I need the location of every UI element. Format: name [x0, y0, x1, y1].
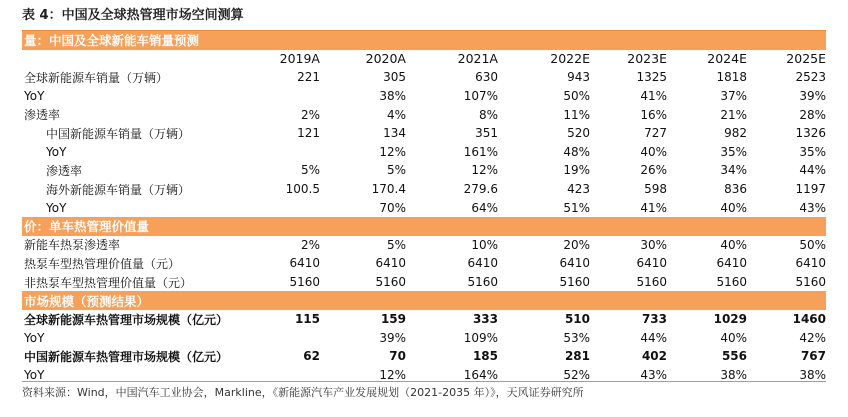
- table-cell: 62: [303, 349, 320, 364]
- row-label: 渗透率: [46, 163, 83, 178]
- row-label: 非热泵车型热管理价值量（元）: [24, 275, 193, 290]
- table-row: [22, 236, 826, 255]
- row-label: YoY: [24, 330, 45, 345]
- table-cell: 4%: [386, 107, 406, 122]
- row-label: 热泵车型热管理价值量（元）: [24, 256, 181, 271]
- table-cell: 70: [389, 349, 406, 364]
- table-row: [22, 143, 826, 162]
- table-row: [22, 161, 826, 180]
- table-row: [22, 124, 826, 143]
- column-header: 2019A: [279, 51, 320, 67]
- column-header: 2024E: [707, 51, 747, 67]
- table-cell: 6410: [375, 256, 406, 271]
- table-cell: 161%: [463, 144, 498, 159]
- table-cell: 51%: [563, 200, 590, 215]
- row-label: 全球新能源车热管理市场规模（亿元）: [24, 312, 229, 327]
- table-cell: 6410: [289, 256, 320, 271]
- table-cell: 30%: [640, 237, 667, 252]
- table-cell: 630: [475, 70, 498, 85]
- table-cell: 164%: [463, 367, 498, 382]
- table-body: [22, 31, 826, 384]
- table-cell: 221: [297, 70, 320, 85]
- row-label: 海外新能源车销量（万辆）: [46, 182, 191, 197]
- row-label: YoY: [46, 200, 67, 215]
- table-cell: 305: [383, 70, 406, 85]
- table-cell: 43%: [640, 367, 667, 382]
- table-cell: [256, 143, 320, 162]
- table-cell: 38%: [799, 367, 827, 382]
- table-cell: 1326: [795, 126, 827, 141]
- table-cell: 727: [644, 126, 667, 141]
- table-cell: 39%: [799, 89, 827, 104]
- table-row: [22, 180, 826, 199]
- column-header: 2023E: [627, 51, 667, 67]
- column-header: 2021A: [457, 51, 498, 67]
- section-header: [22, 217, 826, 236]
- section-header: [22, 31, 826, 50]
- table-cell: 43%: [799, 200, 827, 215]
- table-cell: 48%: [563, 144, 590, 159]
- table-cell: 6410: [795, 256, 827, 271]
- table-cell: 50%: [563, 89, 590, 104]
- table-row: [22, 68, 826, 87]
- table-cell: 26%: [640, 163, 667, 178]
- row-label: 新能车热泵渗透率: [24, 238, 121, 253]
- column-header-blank: [22, 50, 256, 69]
- column-header: 2020A: [365, 51, 406, 67]
- table-cell: 50%: [799, 237, 827, 252]
- table-row: [22, 310, 826, 329]
- table-cell: 351: [475, 126, 498, 141]
- table-cell: 1197: [795, 182, 827, 197]
- row-label: YoY: [24, 89, 45, 104]
- table-cell: 70%: [379, 200, 406, 215]
- table-cell: 6410: [636, 256, 667, 271]
- table-cell: 109%: [463, 330, 498, 345]
- table-cell: 6410: [467, 256, 498, 271]
- table-cell: 134: [383, 126, 406, 141]
- table-cell: 520: [567, 126, 590, 141]
- table-cell: 402: [641, 349, 667, 364]
- table-cell: 21%: [720, 107, 747, 122]
- table-row: [22, 105, 826, 124]
- table-cell: 28%: [799, 107, 827, 122]
- section-title: 价：单车热管理价值量: [22, 217, 826, 236]
- table-cell: 281: [564, 349, 590, 364]
- table-cell: 982: [724, 126, 747, 141]
- table-cell: 1029: [713, 312, 747, 327]
- table-cell: 16%: [640, 107, 667, 122]
- table-cell: 38%: [720, 367, 747, 382]
- table-cell: 12%: [379, 144, 406, 159]
- source-note: 资料来源：Wind，中国汽车工业协会，Markline，《新能源汽车产业发展规划（2021-2035 年）》，天风证券研究所: [22, 386, 584, 399]
- table-cell: 107%: [463, 89, 498, 104]
- table-cell: 185: [472, 349, 498, 364]
- table-cell: 11%: [563, 107, 590, 122]
- table-cell: [256, 87, 320, 106]
- table-cell: 41%: [640, 89, 667, 104]
- table-cell: 40%: [720, 330, 747, 345]
- table-cell: 5%: [386, 163, 406, 178]
- table-cell: 35%: [799, 144, 827, 159]
- table-cell: 5160: [716, 275, 747, 290]
- table-cell: 279.6: [463, 182, 498, 197]
- table-cell: 510: [564, 312, 590, 327]
- column-header: 2025E: [786, 51, 827, 67]
- table-cell: 5%: [300, 163, 320, 178]
- section-title: 市场规模（预测结果）: [22, 291, 826, 310]
- row-label: 全球新能源车销量（万辆）: [24, 70, 169, 85]
- table-cell: 10%: [471, 237, 498, 252]
- column-header: 2022E: [550, 51, 590, 67]
- table-cell: 8%: [478, 107, 498, 122]
- table-cell: 42%: [799, 330, 827, 345]
- table-cell: 767: [800, 349, 827, 364]
- table-cell: 40%: [640, 144, 667, 159]
- table-cell: [256, 329, 320, 348]
- table-cell: 41%: [640, 200, 667, 215]
- section-header: [22, 291, 826, 310]
- table-cell: 40%: [720, 237, 747, 252]
- table-cell: 20%: [563, 237, 590, 252]
- table-cell: 333: [472, 312, 498, 327]
- table-cell: 64%: [471, 200, 498, 215]
- table-cell: 38%: [379, 89, 406, 104]
- column-header-row: [22, 50, 826, 69]
- table-cell: 2%: [300, 237, 320, 252]
- row-label: YoY: [46, 144, 67, 159]
- table-cell: 115: [294, 312, 320, 327]
- table-cell: 5160: [467, 275, 498, 290]
- table-cell: 159: [380, 312, 406, 327]
- row-label: 中国新能源车热管理市场规模（亿元）: [24, 349, 229, 364]
- table-cell: 836: [724, 182, 747, 197]
- table-cell: 733: [641, 312, 667, 327]
- table-cell: 44%: [799, 163, 827, 178]
- table-cell: 1460: [792, 312, 827, 327]
- table-cell: 6410: [559, 256, 590, 271]
- table-cell: 943: [567, 70, 590, 85]
- table-cell: 1818: [716, 70, 747, 85]
- row-label: YoY: [24, 367, 45, 382]
- row-label: 渗透率: [24, 108, 61, 123]
- table-row: [22, 254, 826, 273]
- table-cell: 52%: [563, 367, 590, 382]
- table-cell: 39%: [379, 330, 406, 345]
- market-size-table: [22, 31, 826, 384]
- table-cell: 12%: [379, 367, 406, 382]
- table-cell: 1325: [636, 70, 667, 85]
- table-row: [22, 273, 826, 292]
- table-cell: 100.5: [285, 182, 320, 197]
- table-cell: 6410: [716, 256, 747, 271]
- table-title: 表 4：中国及全球热管理市场空间测算: [22, 8, 244, 23]
- table-cell: 34%: [720, 163, 747, 178]
- table-cell: 5160: [559, 275, 590, 290]
- table-cell: 5160: [636, 275, 667, 290]
- table-cell: 598: [644, 182, 667, 197]
- bottom-divider: [22, 381, 826, 382]
- table-cell: 5160: [289, 275, 320, 290]
- table-cell: 19%: [563, 163, 590, 178]
- section-title: 量：中国及全球新能车销量预测: [22, 31, 826, 50]
- table-cell: 12%: [471, 163, 498, 178]
- table-cell: 5%: [386, 237, 406, 252]
- table-row: [22, 198, 826, 217]
- table-cell: 5160: [375, 275, 406, 290]
- table-row: [22, 347, 826, 366]
- table-row: [22, 87, 826, 106]
- table-cell: 37%: [720, 89, 747, 104]
- table-cell: 53%: [563, 330, 590, 345]
- table-cell: 35%: [720, 144, 747, 159]
- table-cell: 2%: [300, 107, 320, 122]
- table-row: [22, 329, 826, 348]
- table-cell: 423: [567, 182, 590, 197]
- table-cell: 2523: [795, 70, 827, 85]
- table-cell: 44%: [640, 330, 667, 345]
- row-label: 中国新能源车销量（万辆）: [46, 126, 191, 141]
- table-cell: 556: [721, 349, 747, 364]
- table-cell: 40%: [720, 200, 747, 215]
- table-cell: [256, 198, 320, 217]
- table-cell: 170.4: [371, 182, 406, 197]
- table-cell: 121: [297, 126, 320, 141]
- table-cell: 5160: [795, 275, 827, 290]
